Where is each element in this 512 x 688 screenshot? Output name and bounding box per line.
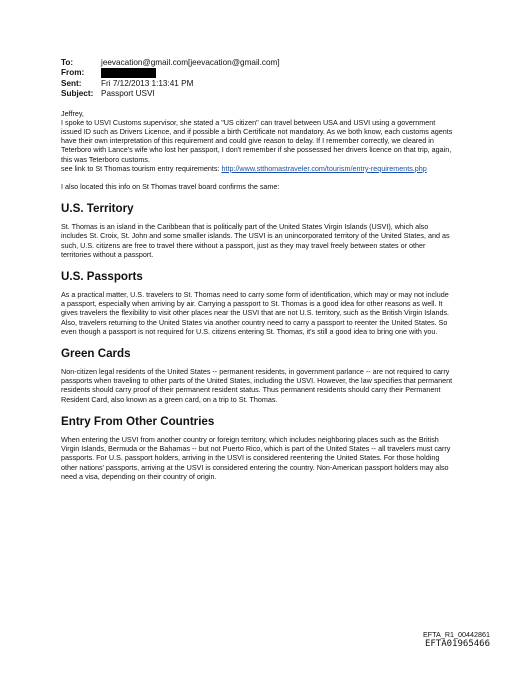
email-header [61, 58, 453, 100]
section-heading-territory: U.S. Territory [61, 202, 134, 216]
greeting: Jeffrey, [61, 108, 84, 118]
from-value [101, 68, 453, 78]
section-text-territory: St. Thomas is an island in the Caribbean that is politically part of the United States Virgin Islands (USVI), which also includes St. Croix, St. John and some smaller islands. The USVI is an unincorporated territory of the United States, and as such, U.S. citizens are free to travel there without a passport, just as they may travel freely between states or other territories without a passport. [61, 222, 450, 259]
to-value: jeevacation@gmail.com[jeevacation@gmail.com] [101, 58, 280, 67]
email-paragraph-1: I spoke to USVI Customs supervisor, she stated a "US citizen" can travel between USA and USVI using a government issued ID such as Drivers Licence, and if possible a birth Certificate not mandatory. As we both know, each customs agents have their own interpretation of this requirement and could give reason to delay. If I remember correctly, we cleared in Teterboro with Lance's wife who lost her passport, I don't remember if she possessed her drivers licence on that trip, again, this was Teterboro customs. [61, 117, 453, 164]
email-paragraph-2: I also located this info on St Thomas travel board confirms the same: [61, 182, 280, 192]
document-footer [423, 630, 490, 650]
bates-number-2: EFTA01965466 [424, 639, 490, 649]
link-prefix: see link to St Thomas tourism entry requirements: [61, 163, 222, 173]
sent-value: Fri 7/12/2013 1:13:41 PM [101, 78, 194, 88]
section-text-passports: As a practical matter, U.S. travelers to St. Thomas need to carry some form of identification, which may or may not include a passport, especially when arriving by air. Carrying a passport to St. Thomas is a good idea for other reasons as well. It gives travelers the flexibility to visit other places near the USVI that are not U.S. territory, such as the British Virgin Islands. Also, travelers returning to the United States via another country need to carry a passport to reenter the United States. So even though a passport is not required for U.S. citizens entering St. Thomas, it's still a good idea to bring one with you. [61, 290, 450, 336]
tourism-link[interactable]: http://www.stthomastraveler.com/tourism/entry-requirements.php [221, 163, 427, 173]
section-text-green-cards: Non-citizen legal residents of the United States -- permanent residents, in government parlance -- are not required to carry passports when traveling to other parts of the United States, including the USVI. However, the law specifies that permanent residents should carry proof of their permanent resident status. Thus permanent residents should carry their Permanent Resident Card, also known as a green card, on a trip to St. Thomas. [61, 367, 453, 404]
to-label: To: [61, 58, 74, 67]
link-line [61, 164, 453, 173]
email-document [61, 58, 453, 481]
section-heading-green-cards: Green Cards [61, 347, 131, 361]
section-heading-entry: Entry From Other Countries [61, 414, 215, 428]
subject-value: Passport USVI [101, 89, 155, 99]
sent-label: Sent: [61, 78, 82, 88]
redaction-bar [101, 68, 156, 78]
from-label: From: [61, 68, 85, 78]
section-text-entry: When entering the USVI from another country or foreign territory, which includes neighboring places such as the British Virgin Islands, Bermuda or the Bahamas -- but not Puerto Rico, which is part of the United States -- all travelers must carry passports. For U.S. passport holders, arriving in the USVI is considered reentering the United States. For those holding other nations' passports, arriving at the USVI is considered entering the country. Non-American passport holders may also need a visa, depending on their country of origin. [61, 434, 451, 481]
subject-label: Subject: [61, 89, 94, 99]
bates-number-1: EFTA_R1_00442861 [423, 630, 490, 639]
section-heading-passports: U.S. Passports [61, 270, 143, 284]
